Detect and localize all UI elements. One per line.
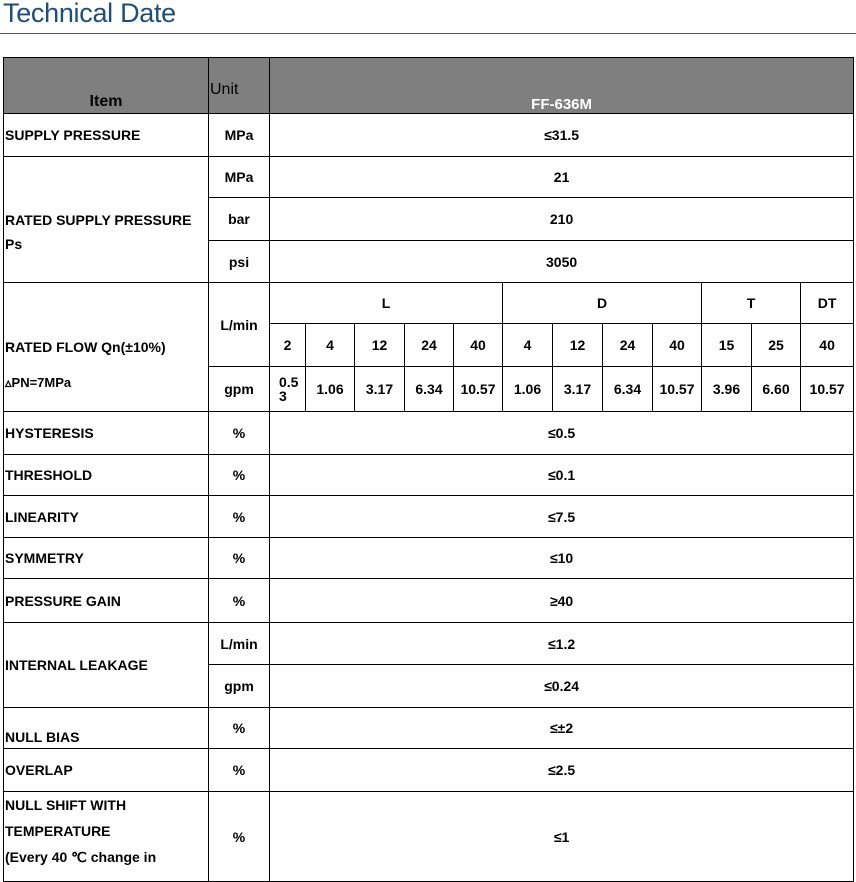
table-row <box>4 623 854 665</box>
table-row <box>4 579 854 623</box>
internal-leakage-unit-gpm: gpm <box>209 665 270 708</box>
rated-flow-label-line2: ▵PN=7MPa <box>5 375 72 390</box>
threshold-unit: % <box>209 455 270 496</box>
flow-gpm-value: 1.06 <box>306 367 355 412</box>
null-shift-value: ≤1 <box>270 792 854 882</box>
flow-lmin-value: 12 <box>355 324 405 367</box>
hysteresis-unit: % <box>209 412 270 455</box>
null-bias-unit: % <box>209 708 270 749</box>
flow-gpm-value: 6.60 <box>752 367 801 412</box>
rated-supply-pressure-unit-mpa: MPa <box>209 157 270 198</box>
flow-gpm-value: 0.53 <box>270 367 306 412</box>
flow-lmin-value: 25 <box>752 324 801 367</box>
symmetry-label: SYMMETRY <box>4 538 209 579</box>
symmetry-unit: % <box>209 538 270 579</box>
null-bias-value: ≤±2 <box>270 708 854 749</box>
rated-supply-pressure-value-mpa: 21 <box>270 157 854 198</box>
rated-flow-label <box>4 283 209 412</box>
flow-group-t: T <box>702 283 801 324</box>
table-header-row <box>4 58 854 114</box>
null-shift-label-line1: NULL SHIFT WITH <box>5 797 127 813</box>
table-row <box>4 283 854 324</box>
linearity-value: ≤7.5 <box>270 496 854 538</box>
rated-supply-pressure-label <box>4 157 209 283</box>
supply-pressure-value: ≤31.5 <box>270 114 854 157</box>
flow-lmin-value: 40 <box>454 324 503 367</box>
header-model: FF-636M <box>270 58 854 114</box>
pressure-gain-label: PRESSURE GAIN <box>4 579 209 623</box>
flow-gpm-value: 3.17 <box>355 367 405 412</box>
hysteresis-value: ≤0.5 <box>270 412 854 455</box>
internal-leakage-value-lmin: ≤1.2 <box>270 623 854 665</box>
flow-lmin-value: 12 <box>553 324 603 367</box>
header-item: Item <box>4 58 209 114</box>
rated-supply-pressure-value-psi: 3050 <box>270 241 854 283</box>
linearity-unit: % <box>209 496 270 538</box>
hysteresis-label: HYSTERESIS <box>4 412 209 455</box>
flow-gpm-value: 10.57 <box>653 367 702 412</box>
supply-pressure-unit: MPa <box>209 114 270 157</box>
rated-supply-pressure-label-line2: Ps <box>5 235 23 252</box>
table-row <box>4 496 854 538</box>
rated-flow-unit-lmin: L/min <box>209 283 270 367</box>
flow-gpm-value: 3.96 <box>702 367 752 412</box>
overlap-value: ≤2.5 <box>270 749 854 792</box>
threshold-value: ≤0.1 <box>270 455 854 496</box>
flow-group-d: D <box>503 283 702 324</box>
flow-gpm-value: 3.17 <box>553 367 603 412</box>
internal-leakage-label: INTERNAL LEAKAGE <box>4 623 209 708</box>
null-bias-label: NULL BIAS <box>4 708 209 749</box>
table-row <box>4 455 854 496</box>
flow-lmin-value: 24 <box>603 324 653 367</box>
table-row <box>4 792 854 882</box>
table-row <box>4 114 854 157</box>
flow-gpm-value: 6.34 <box>405 367 454 412</box>
table-row <box>4 538 854 579</box>
supply-pressure-label: SUPPLY PRESSURE <box>4 114 209 157</box>
table-row <box>4 749 854 792</box>
flow-lmin-value: 2 <box>270 324 306 367</box>
flow-gpm-value: 6.34 <box>603 367 653 412</box>
rated-supply-pressure-unit-bar: bar <box>209 198 270 241</box>
overlap-label: OVERLAP <box>4 749 209 792</box>
internal-leakage-value-gpm: ≤0.24 <box>270 665 854 708</box>
flow-lmin-value: 24 <box>405 324 454 367</box>
flow-lmin-value: 15 <box>702 324 752 367</box>
pressure-gain-unit: % <box>209 579 270 623</box>
flow-lmin-value: 40 <box>653 324 702 367</box>
linearity-label: LINEARITY <box>4 496 209 538</box>
table-row <box>4 708 854 749</box>
table-row <box>4 157 854 198</box>
overlap-unit: % <box>209 749 270 792</box>
flow-lmin-value: 4 <box>503 324 553 367</box>
flow-group-dt: DT <box>801 283 854 324</box>
rated-supply-pressure-value-bar: 210 <box>270 198 854 241</box>
flow-gpm-value: 10.57 <box>454 367 503 412</box>
threshold-label: THRESHOLD <box>4 455 209 496</box>
rated-flow-label-line1: RATED FLOW Qn(±10%) <box>5 339 166 355</box>
null-shift-label-line3: (Every 40 ℃ change in <box>5 849 157 865</box>
internal-leakage-unit-lmin: L/min <box>209 623 270 665</box>
null-shift-label <box>4 792 209 882</box>
null-shift-label-line2: TEMPERATURE <box>5 823 111 839</box>
flow-group-l: L <box>270 283 503 324</box>
rated-flow-unit-gpm: gpm <box>209 367 270 412</box>
rated-supply-pressure-unit-psi: psi <box>209 241 270 283</box>
pressure-gain-value: ≥40 <box>270 579 854 623</box>
null-shift-unit: % <box>209 792 270 882</box>
flow-gpm-value: 1.06 <box>503 367 553 412</box>
flow-lmin-value: 40 <box>801 324 854 367</box>
symmetry-value: ≤10 <box>270 538 854 579</box>
rated-supply-pressure-label-line1: RATED SUPPLY PRESSURE <box>5 211 192 228</box>
flow-lmin-value: 4 <box>306 324 355 367</box>
flow-gpm-value: 10.57 <box>801 367 854 412</box>
header-unit: Unit <box>209 58 270 114</box>
title-divider <box>0 33 856 34</box>
table-row <box>4 412 854 455</box>
page-title: Technical Date <box>3 0 176 28</box>
technical-data-table <box>3 57 854 882</box>
